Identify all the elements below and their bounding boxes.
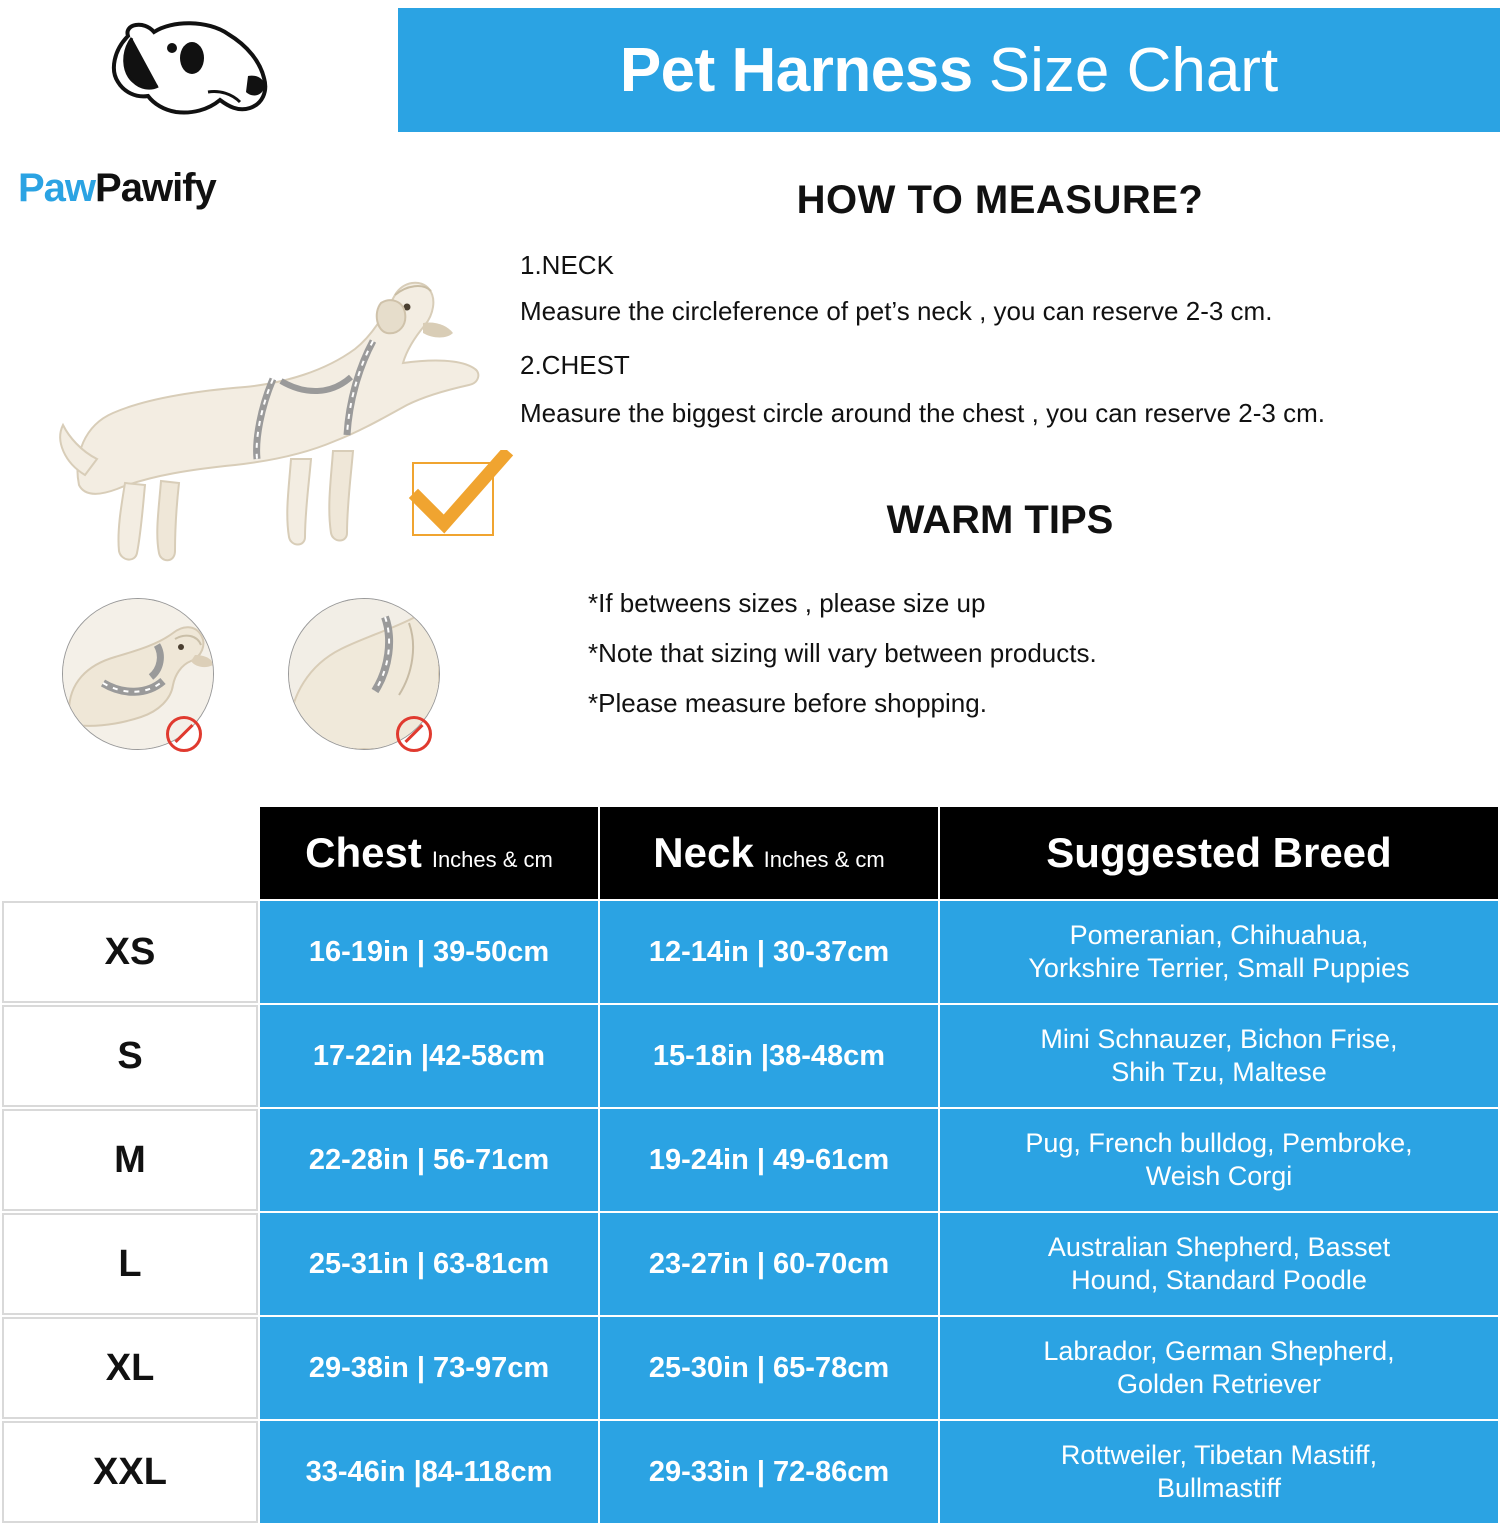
row-chest: 17-22in |42-58cm: [259, 1004, 599, 1108]
header-breed-label: Suggested Breed: [1046, 829, 1392, 876]
page-title-light: Size Chart: [988, 35, 1279, 105]
header-chest: [259, 806, 599, 900]
warm-tip-3: *Please measure before shopping.: [588, 688, 987, 718]
brand-name: [18, 166, 216, 211]
measure-step-1-label: 1.NECK: [520, 250, 614, 280]
row-breed-line1: Pomeranian, Chihuahua,: [1069, 920, 1369, 951]
warm-tip-1: *If betweens sizes , please size up: [588, 588, 986, 618]
brand-logo: [10, 18, 340, 218]
row-chest: 25-31in | 63-81cm: [259, 1212, 599, 1316]
table-row: [1, 1316, 1499, 1420]
header-neck-label: Neck: [653, 829, 754, 876]
header-neck: [599, 806, 939, 900]
row-breed-line2: Weish Corgi: [1145, 1161, 1293, 1191]
header-size-blank: [1, 806, 259, 900]
header-neck-units: Inches & cm: [763, 847, 885, 872]
no-entry-icon: [396, 716, 432, 752]
row-neck: 19-24in | 49-61cm: [599, 1108, 939, 1212]
row-size: L: [1, 1212, 259, 1316]
header-chest-label: Chest: [305, 829, 422, 876]
orange-check-mark-icon: [408, 450, 518, 545]
measure-step-2-text: Measure the biggest circle around the chest , you can reserve 2-3 cm.: [520, 398, 1325, 428]
measure-step-1-text: Measure the circleference of pet’s neck , you can reserve 2-3 cm.: [520, 296, 1273, 326]
row-breed-line2: Golden Retriever: [1116, 1369, 1322, 1399]
measure-step-2-label: 2.CHEST: [520, 350, 630, 380]
row-breed: [939, 1004, 1499, 1108]
how-to-measure-title: HOW TO MEASURE?: [796, 178, 1204, 222]
page-title: [398, 8, 1500, 132]
table-row: [1, 1212, 1499, 1316]
row-chest: 33-46in |84-118cm: [259, 1420, 599, 1524]
row-chest: 16-19in | 39-50cm: [259, 900, 599, 1004]
row-breed-line1: Mini Schnauzer, Bichon Frise,: [1040, 1024, 1398, 1055]
header-chest-units: Inches & cm: [431, 847, 553, 872]
row-breed-line2: Yorkshire Terrier, Small Puppies: [1028, 953, 1410, 983]
row-chest: 29-38in | 73-97cm: [259, 1316, 599, 1420]
row-size: S: [1, 1004, 259, 1108]
table-row: [1, 1108, 1499, 1212]
no-entry-icon: [166, 716, 202, 752]
row-size: M: [1, 1108, 259, 1212]
page-title-bold: Pet Harness: [619, 35, 973, 105]
table-header-row: [1, 806, 1499, 900]
row-breed: [939, 1212, 1499, 1316]
row-breed-line2: Hound, Standard Poodle: [1071, 1265, 1367, 1295]
row-breed: [939, 900, 1499, 1004]
row-neck: 12-14in | 30-37cm: [599, 900, 939, 1004]
row-breed-line1: Rottweiler, Tibetan Mastiff,: [1060, 1440, 1378, 1471]
row-neck: 15-18in |38-48cm: [599, 1004, 939, 1108]
row-breed: [939, 1420, 1499, 1524]
row-breed-line1: Pug, French bulldog, Pembroke,: [1025, 1128, 1413, 1159]
row-chest: 22-28in | 56-71cm: [259, 1108, 599, 1212]
row-size: XXL: [1, 1420, 259, 1524]
warm-tips-title: WARM TIPS: [886, 498, 1114, 542]
table-row: [1, 1420, 1499, 1524]
row-breed-line1: Labrador, German Shepherd,: [1043, 1336, 1395, 1367]
table-row: [1, 900, 1499, 1004]
warm-tip-2: *Note that sizing will vary between products.: [588, 638, 1097, 668]
row-breed: [939, 1108, 1499, 1212]
brand-name-part2: Pawify: [95, 166, 216, 210]
row-breed-line2: Shih Tzu, Maltese: [1111, 1057, 1327, 1087]
row-size: XS: [1, 900, 259, 1004]
row-breed: [939, 1316, 1499, 1420]
dog-head-icon: [88, 18, 288, 138]
row-breed-line1: Australian Shepherd, Basset: [1047, 1232, 1391, 1263]
row-neck: 29-33in | 72-86cm: [599, 1420, 939, 1524]
row-neck: 25-30in | 65-78cm: [599, 1316, 939, 1420]
size-chart-table: [0, 805, 1500, 1525]
row-neck: 23-27in | 60-70cm: [599, 1212, 939, 1316]
table-row: [1, 1004, 1499, 1108]
brand-name-part1: Paw: [18, 166, 96, 210]
row-size: XL: [1, 1316, 259, 1420]
header-breed: [939, 806, 1499, 900]
row-breed-line2: Bullmastiff: [1156, 1473, 1282, 1503]
